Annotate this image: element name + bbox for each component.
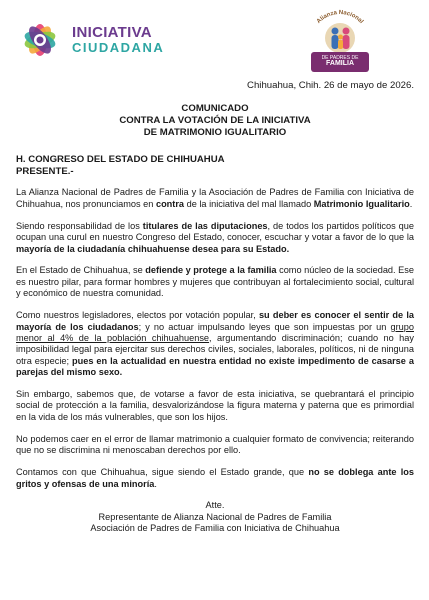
- alianza-nacional-logo: [302, 4, 378, 80]
- signature-block: [16, 500, 414, 534]
- ribbon-big-text: FAMILIA: [326, 60, 354, 67]
- letter-heading: [16, 103, 414, 138]
- p7-text: Contamos con que Chihuahua, sigue siendo el Estado grande, que: [16, 467, 309, 478]
- svg-text:Alianza Nacional: [316, 10, 364, 25]
- flower-emblem-icon: [12, 14, 68, 66]
- heading-line3: DE MATRIMONIO IGUALITARIO: [143, 126, 287, 138]
- closing-line2: Representante de Alianza Nacional de Padres de Familia: [98, 511, 332, 522]
- letter-date: Chihuahua, Chih. 26 de mayo de 2026.: [247, 80, 414, 91]
- logo-line2: CIUDADANA: [72, 40, 165, 55]
- logo-line1: INICIATIVA: [72, 24, 152, 41]
- p1-text: .: [409, 198, 413, 209]
- p1-bold: Matrimonio Igualitario: [313, 198, 410, 209]
- logo-ribbon: [311, 52, 369, 72]
- p2-bold: titulares de las diputaciones: [142, 220, 268, 231]
- p2-bold: mayoría de la ciudadanía chihuahuense desea para su Estado.: [16, 243, 290, 254]
- p4-text: ; y no actuar impulsando leyes que son impuestas por un: [138, 321, 391, 332]
- p3-text: En el Estado de Chihuahua, se: [16, 265, 146, 276]
- p4-bold: pues en la actualidad en nuestra entidad no existe impedimento de casarse a parejas del mismo sexo.: [16, 355, 414, 378]
- paragraph-1: [16, 187, 414, 210]
- p4-bold: su deber es conocer el sentir de la mayoría de los ciudadanos: [16, 310, 415, 332]
- logo-arc-text: Alianza Nacional: [316, 9, 365, 25]
- p4-text: Como nuestros legisladores, electos por votación popular,: [16, 310, 259, 321]
- p3-bold: defiende y protege a la familia: [145, 265, 277, 276]
- recipient-line2: PRESENTE.-: [16, 165, 74, 177]
- p3-text: como núcleo de la sociedad. Ese es nuestro pilar, para formar hombres y mujeres que contribuyan al fortalecimiento social, cultural y económico de nuestra comunidad.: [16, 265, 414, 299]
- iniciativa-ciudadana-logo: [12, 14, 182, 66]
- p2-text: Siendo responsabilidad de los: [16, 220, 143, 231]
- ribbon-small-text: DE PADRES DE: [321, 55, 359, 61]
- recipient-block: [16, 154, 414, 177]
- paragraph-3: [16, 265, 414, 299]
- closing-atte: Atte.: [205, 500, 225, 511]
- paragraph-2: [16, 221, 414, 255]
- paragraph-4: [16, 310, 414, 378]
- p1-bold: contra: [155, 198, 185, 209]
- p7-bold: no se doblega ante los gritos y ofensas de una minoría: [16, 467, 414, 489]
- p2-text: , de todos los partidos políticos que ocupan una curul en nuestro Congreso del Estado, conocer, escuchar y votar a favor de lo que la: [16, 220, 415, 243]
- paragraph-6: No podemos caer en el error de llamar matrimonio a cualquier formato de convivencia; reiterando que no se discrimina ni menoscaban derechos por ello.: [16, 433, 414, 456]
- p4-text: , argumentando discriminación; cuando no hay imposibilidad legal para ejercitar sus derechos civiles, sociales, laborales, políticos, ni de ninguna otra especie;: [16, 332, 414, 366]
- recipient-line1: H. CONGRESO DEL ESTADO DE CHIHUAHUA: [16, 154, 225, 166]
- heading-line2: CONTRA LA VOTACIÓN DE LA INICIATIVA: [119, 115, 311, 126]
- letter-body: [16, 80, 414, 535]
- p1-text: La Alianza Nacional de Padres de Familia y la Asociación de Padres de Familia con Iniciativa de Chihuahua, nos pronunciamos en: [16, 187, 414, 209]
- p4-underlined: grupo menor al 4% de la población chihuahuense: [16, 321, 414, 343]
- heading-line1: COMUNICADO: [181, 103, 249, 115]
- p1-text: de la iniciativa del mal llamado: [184, 198, 314, 209]
- paragraph-5: Sin embargo, sabemos que, de votarse a favor de esta iniciativa, se quebrantará el principio social de protección a la familia, desvalorizándose la figura materna y paterna que es primordial en la vida de los más vulnerables, que son los hijos.: [16, 389, 414, 422]
- letterhead: [0, 0, 429, 78]
- closing-line3: Asociación de Padres de Familia con Iniciativa de Chihuahua: [90, 523, 340, 534]
- p7-text: .: [154, 478, 157, 489]
- logo-wordmark: [72, 25, 164, 55]
- paragraph-7: [16, 467, 414, 490]
